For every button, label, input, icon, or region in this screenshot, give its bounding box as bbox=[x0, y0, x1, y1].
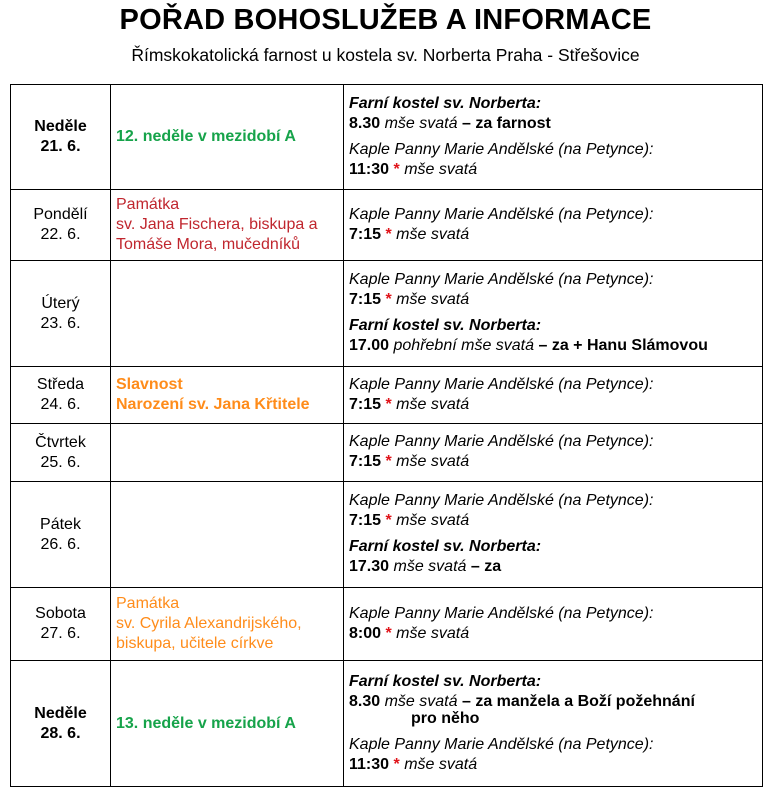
table-row bbox=[11, 367, 763, 424]
service-entry bbox=[349, 267, 756, 313]
feast-cell bbox=[111, 367, 344, 424]
day-cell bbox=[11, 261, 111, 367]
service-time: 8.30 bbox=[349, 114, 381, 132]
service-entry bbox=[349, 372, 756, 418]
service-entry bbox=[349, 601, 756, 647]
service-time: 7:15 bbox=[349, 225, 382, 243]
star-marker: * bbox=[385, 291, 392, 308]
services-cell bbox=[344, 661, 763, 787]
feast-line: 12. neděle v mezidobí A bbox=[116, 128, 296, 145]
service-place: Kaple Panny Marie Andělské (na Petynce): bbox=[349, 735, 654, 753]
service-type: mše svatá bbox=[396, 624, 470, 642]
service-place: Kaple Panny Marie Andělské (na Petynce): bbox=[349, 492, 654, 509]
feast-line: Památka bbox=[116, 595, 180, 612]
feast-line: sv. Cyrila Alexandrijského, bbox=[116, 615, 302, 632]
day-date: 26. 6. bbox=[40, 535, 81, 553]
day-cell bbox=[11, 588, 111, 661]
service-intention-continued: pro něho bbox=[411, 709, 480, 727]
feast-line: 13. neděle v mezidobí A bbox=[116, 714, 296, 732]
day-cell bbox=[11, 367, 111, 424]
service-time: 7:15 bbox=[349, 395, 382, 413]
service-place: Farní kostel sv. Norberta: bbox=[349, 538, 542, 555]
schedule-table bbox=[10, 84, 763, 787]
service-entry bbox=[349, 732, 756, 778]
service-entry bbox=[349, 91, 756, 137]
service-place: Kaple Panny Marie Andělské (na Petynce): bbox=[349, 375, 654, 393]
services-cell bbox=[344, 482, 763, 588]
services-cell bbox=[344, 588, 763, 661]
feast-cell bbox=[111, 190, 344, 261]
feast-line: Tomáše Mora, mučedníků bbox=[116, 236, 301, 253]
day-date: 25. 6. bbox=[40, 453, 81, 471]
service-entry bbox=[349, 202, 756, 248]
day-name: Čtvrtek bbox=[35, 433, 86, 451]
service-place: Farní kostel sv. Norberta: bbox=[349, 94, 542, 112]
page-subtitle: Římskokatolická farnost u kostela sv. Norberta Praha - Střešovice bbox=[131, 45, 640, 65]
service-place: Kaple Panny Marie Andělské (na Petynce): bbox=[349, 604, 654, 622]
day-date: 23. 6. bbox=[40, 314, 81, 332]
service-time: 7:15 bbox=[349, 291, 382, 308]
table-row bbox=[11, 482, 763, 588]
service-intention: – za farnost bbox=[461, 114, 551, 132]
service-time: 7:15 bbox=[349, 453, 382, 470]
table-row bbox=[11, 190, 763, 261]
feast-cell bbox=[111, 588, 344, 661]
service-type: mše svatá bbox=[384, 692, 458, 710]
service-type: mše svatá bbox=[396, 512, 470, 529]
feast-cell bbox=[111, 261, 344, 367]
feast-line: Narození sv. Jana Křtitele bbox=[116, 396, 310, 413]
day-cell bbox=[11, 190, 111, 261]
day-date: 27. 6. bbox=[40, 625, 81, 642]
services-cell bbox=[344, 85, 763, 190]
service-place: Kaple Panny Marie Andělské (na Petynce): bbox=[349, 271, 654, 288]
service-time: 8:00 bbox=[349, 624, 382, 642]
star-marker: * bbox=[393, 755, 400, 773]
service-type: mše svatá bbox=[396, 291, 470, 308]
day-cell bbox=[11, 424, 111, 482]
table-row bbox=[11, 261, 763, 367]
table-row bbox=[11, 588, 763, 661]
service-time: 17.30 bbox=[349, 558, 390, 575]
star-marker: * bbox=[385, 225, 392, 243]
table-row bbox=[11, 661, 763, 787]
service-time: 11:30 bbox=[349, 755, 390, 773]
day-name: Sobota bbox=[35, 605, 86, 622]
feast-line: Památka bbox=[116, 196, 180, 213]
service-type: mše svatá bbox=[384, 114, 458, 132]
service-place: Kaple Panny Marie Andělské (na Petynce): bbox=[349, 205, 654, 223]
service-intention: – za manžela a Boží požehnání bbox=[461, 692, 695, 710]
service-intention: – za bbox=[470, 558, 502, 575]
day-date: 22. 6. bbox=[40, 226, 81, 243]
service-time: 17.00 bbox=[349, 337, 390, 354]
feast-cell bbox=[111, 85, 344, 190]
day-name: Neděle bbox=[34, 704, 87, 722]
star-marker: * bbox=[393, 160, 400, 178]
feast-cell bbox=[111, 661, 344, 787]
star-marker: * bbox=[385, 624, 392, 642]
page-title: POŘAD BOHOSLUŽEB A INFORMACE bbox=[119, 4, 652, 36]
feast-cell bbox=[111, 482, 344, 588]
star-marker: * bbox=[385, 395, 392, 413]
day-name: Neděle bbox=[34, 118, 87, 135]
feast-line: biskupa, učitele církve bbox=[116, 635, 274, 652]
day-date: 24. 6. bbox=[40, 396, 81, 413]
day-cell bbox=[11, 661, 111, 787]
service-type: mše svatá bbox=[404, 755, 478, 773]
star-marker: * bbox=[385, 512, 392, 529]
service-place: Kaple Panny Marie Andělské (na Petynce): bbox=[349, 433, 654, 450]
service-entry bbox=[349, 137, 756, 183]
service-time: 8.30 bbox=[349, 692, 381, 710]
day-date: 21. 6. bbox=[40, 138, 81, 155]
service-entry bbox=[349, 429, 756, 475]
service-place: Farní kostel sv. Norberta: bbox=[349, 672, 542, 690]
service-entry bbox=[349, 488, 756, 534]
service-entry bbox=[349, 534, 756, 580]
feast-cell bbox=[111, 424, 344, 482]
services-cell bbox=[344, 261, 763, 367]
day-name: Pátek bbox=[40, 515, 81, 533]
day-name: Úterý bbox=[41, 294, 80, 312]
service-place: Farní kostel sv. Norberta: bbox=[349, 317, 542, 334]
day-date: 28. 6. bbox=[40, 724, 81, 742]
service-place: Kaple Panny Marie Andělské (na Petynce): bbox=[349, 140, 654, 158]
services-cell bbox=[344, 367, 763, 424]
service-type: mše svatá bbox=[396, 225, 470, 243]
service-type: mše svatá bbox=[396, 395, 470, 413]
table-row bbox=[11, 424, 763, 482]
service-entry bbox=[349, 669, 756, 732]
services-cell bbox=[344, 424, 763, 482]
service-intention: – za + Hanu Slámovou bbox=[538, 337, 708, 354]
table-row bbox=[11, 85, 763, 190]
services-cell bbox=[344, 190, 763, 261]
star-marker: * bbox=[385, 453, 392, 470]
service-type: mše svatá bbox=[393, 558, 467, 575]
day-cell bbox=[11, 85, 111, 190]
day-name: Pondělí bbox=[33, 206, 88, 223]
service-type: mše svatá bbox=[396, 453, 470, 470]
day-name: Středa bbox=[36, 376, 85, 393]
service-time: 7:15 bbox=[349, 512, 382, 529]
feast-line: sv. Jana Fischera, biskupa a bbox=[116, 216, 318, 233]
feast-line: Slavnost bbox=[116, 376, 183, 393]
service-entry bbox=[349, 313, 756, 359]
service-type: mše svatá bbox=[404, 160, 478, 178]
service-type: pohřební mše svatá bbox=[393, 337, 535, 354]
service-time: 11:30 bbox=[349, 160, 390, 178]
day-cell bbox=[11, 482, 111, 588]
